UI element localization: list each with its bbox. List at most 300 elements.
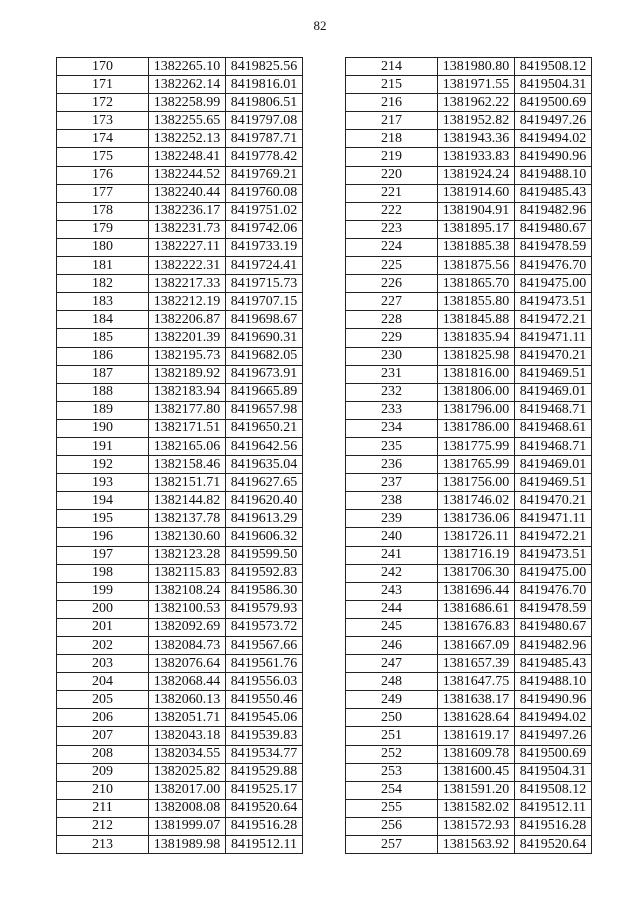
y-coordinate-cell: 8419494.02	[515, 130, 592, 148]
x-coordinate-cell: 1382017.00	[149, 781, 226, 799]
point-number-cell: 224	[346, 238, 438, 256]
table-row	[346, 257, 592, 275]
point-number-cell: 211	[57, 799, 149, 817]
x-coordinate-cell: 1382201.39	[149, 329, 226, 347]
x-coordinate-cell: 1381865.70	[438, 275, 515, 293]
y-coordinate-cell: 8419497.26	[515, 727, 592, 745]
y-coordinate-cell: 8419500.69	[515, 94, 592, 112]
x-coordinate-cell: 1382265.10	[149, 58, 226, 76]
y-coordinate-cell: 8419470.21	[515, 492, 592, 510]
table-row	[346, 148, 592, 166]
table-row	[346, 763, 592, 781]
point-number-cell: 235	[346, 437, 438, 455]
point-number-cell: 191	[57, 437, 149, 455]
x-coordinate-cell: 1381657.39	[438, 655, 515, 673]
table-row	[57, 94, 303, 112]
y-coordinate-cell: 8419469.51	[515, 365, 592, 383]
table-row	[346, 293, 592, 311]
x-coordinate-cell: 1382189.92	[149, 365, 226, 383]
y-coordinate-cell: 8419556.03	[226, 673, 303, 691]
table-row	[57, 618, 303, 636]
table-row	[57, 528, 303, 546]
x-coordinate-cell: 1382177.80	[149, 401, 226, 419]
x-coordinate-cell: 1382195.73	[149, 347, 226, 365]
table-row	[57, 437, 303, 455]
table-row	[346, 184, 592, 202]
y-coordinate-cell: 8419539.83	[226, 727, 303, 745]
table-row	[57, 58, 303, 76]
y-coordinate-cell: 8419525.17	[226, 781, 303, 799]
y-coordinate-cell: 8419586.30	[226, 582, 303, 600]
table-row	[346, 492, 592, 510]
table-row	[57, 329, 303, 347]
table-row	[57, 238, 303, 256]
point-number-cell: 207	[57, 727, 149, 745]
x-coordinate-cell: 1382222.31	[149, 257, 226, 275]
x-coordinate-cell: 1382051.71	[149, 709, 226, 727]
x-coordinate-cell: 1381706.30	[438, 564, 515, 582]
y-coordinate-cell: 8419579.93	[226, 600, 303, 618]
y-coordinate-cell: 8419473.51	[515, 293, 592, 311]
point-number-cell: 215	[346, 76, 438, 94]
table-row	[346, 58, 592, 76]
x-coordinate-cell: 1382262.14	[149, 76, 226, 94]
table-row	[346, 94, 592, 112]
table-row	[57, 401, 303, 419]
point-number-cell: 190	[57, 419, 149, 437]
x-coordinate-cell: 1382231.73	[149, 220, 226, 238]
x-coordinate-cell: 1382115.83	[149, 564, 226, 582]
table-row	[57, 799, 303, 817]
x-coordinate-cell: 1381667.09	[438, 637, 515, 655]
table-row	[346, 365, 592, 383]
table-row	[346, 727, 592, 745]
point-number-cell: 217	[346, 112, 438, 130]
x-coordinate-cell: 1381999.07	[149, 817, 226, 835]
table-row	[346, 383, 592, 401]
x-coordinate-cell: 1382060.13	[149, 691, 226, 709]
point-number-cell: 233	[346, 401, 438, 419]
point-number-cell: 210	[57, 781, 149, 799]
y-coordinate-cell: 8419508.12	[515, 58, 592, 76]
table-row	[346, 546, 592, 564]
y-coordinate-cell: 8419529.88	[226, 763, 303, 781]
table-row	[346, 799, 592, 817]
point-number-cell: 242	[346, 564, 438, 582]
x-coordinate-cell: 1381924.24	[438, 166, 515, 184]
x-coordinate-cell: 1381628.64	[438, 709, 515, 727]
table-row	[57, 600, 303, 618]
y-coordinate-cell: 8419573.72	[226, 618, 303, 636]
point-number-cell: 214	[346, 58, 438, 76]
y-coordinate-cell: 8419592.83	[226, 564, 303, 582]
table-row	[57, 817, 303, 835]
point-number-cell: 182	[57, 275, 149, 293]
point-number-cell: 255	[346, 799, 438, 817]
point-number-cell: 189	[57, 401, 149, 419]
y-coordinate-cell: 8419690.31	[226, 329, 303, 347]
y-coordinate-cell: 8419516.28	[515, 817, 592, 835]
table-row	[346, 275, 592, 293]
y-coordinate-cell: 8419650.21	[226, 419, 303, 437]
point-number-cell: 243	[346, 582, 438, 600]
y-coordinate-cell: 8419742.06	[226, 220, 303, 238]
x-coordinate-cell: 1381647.75	[438, 673, 515, 691]
point-number-cell: 205	[57, 691, 149, 709]
y-coordinate-cell: 8419599.50	[226, 546, 303, 564]
x-coordinate-cell: 1381765.99	[438, 456, 515, 474]
point-number-cell: 183	[57, 293, 149, 311]
y-coordinate-cell: 8419488.10	[515, 673, 592, 691]
table-row	[346, 709, 592, 727]
coordinates-table-left-body	[57, 58, 303, 854]
x-coordinate-cell: 1381943.36	[438, 130, 515, 148]
table-row	[57, 383, 303, 401]
table-row	[346, 745, 592, 763]
table-row	[346, 166, 592, 184]
point-number-cell: 200	[57, 600, 149, 618]
y-coordinate-cell: 8419797.08	[226, 112, 303, 130]
x-coordinate-cell: 1382068.44	[149, 673, 226, 691]
table-row	[346, 781, 592, 799]
point-number-cell: 181	[57, 257, 149, 275]
point-number-cell: 219	[346, 148, 438, 166]
table-row	[346, 311, 592, 329]
table-row	[346, 817, 592, 835]
point-number-cell: 187	[57, 365, 149, 383]
table-row	[346, 419, 592, 437]
x-coordinate-cell: 1382183.94	[149, 383, 226, 401]
point-number-cell: 188	[57, 383, 149, 401]
x-coordinate-cell: 1381845.88	[438, 311, 515, 329]
table-row	[346, 76, 592, 94]
x-coordinate-cell: 1382084.73	[149, 637, 226, 655]
x-coordinate-cell: 1381600.45	[438, 763, 515, 781]
x-coordinate-cell: 1381952.82	[438, 112, 515, 130]
y-coordinate-cell: 8419673.91	[226, 365, 303, 383]
y-coordinate-cell: 8419482.96	[515, 637, 592, 655]
point-number-cell: 240	[346, 528, 438, 546]
x-coordinate-cell: 1382123.28	[149, 546, 226, 564]
x-coordinate-cell: 1381572.93	[438, 817, 515, 835]
x-coordinate-cell: 1381914.60	[438, 184, 515, 202]
point-number-cell: 203	[57, 655, 149, 673]
table-row	[57, 184, 303, 202]
table-row	[346, 618, 592, 636]
point-number-cell: 239	[346, 510, 438, 528]
table-row	[346, 528, 592, 546]
y-coordinate-cell: 8419760.08	[226, 184, 303, 202]
x-coordinate-cell: 1382171.51	[149, 419, 226, 437]
y-coordinate-cell: 8419500.69	[515, 745, 592, 763]
point-number-cell: 238	[346, 492, 438, 510]
point-number-cell: 226	[346, 275, 438, 293]
table-row	[346, 691, 592, 709]
table-row	[57, 275, 303, 293]
table-row	[346, 655, 592, 673]
point-number-cell: 208	[57, 745, 149, 763]
y-coordinate-cell: 8419550.46	[226, 691, 303, 709]
y-coordinate-cell: 8419606.32	[226, 528, 303, 546]
table-row	[57, 419, 303, 437]
point-number-cell: 206	[57, 709, 149, 727]
y-coordinate-cell: 8419485.43	[515, 655, 592, 673]
coordinates-table-right	[345, 57, 592, 854]
x-coordinate-cell: 1381855.80	[438, 293, 515, 311]
point-number-cell: 186	[57, 347, 149, 365]
table-row	[57, 474, 303, 492]
x-coordinate-cell: 1381904.91	[438, 202, 515, 220]
table-row	[57, 148, 303, 166]
y-coordinate-cell: 8419485.43	[515, 184, 592, 202]
x-coordinate-cell: 1382236.17	[149, 202, 226, 220]
y-coordinate-cell: 8419490.96	[515, 148, 592, 166]
point-number-cell: 225	[346, 257, 438, 275]
y-coordinate-cell: 8419480.67	[515, 618, 592, 636]
point-number-cell: 202	[57, 637, 149, 655]
table-row	[346, 510, 592, 528]
point-number-cell: 204	[57, 673, 149, 691]
y-coordinate-cell: 8419516.28	[226, 817, 303, 835]
point-number-cell: 171	[57, 76, 149, 94]
x-coordinate-cell: 1382206.87	[149, 311, 226, 329]
point-number-cell: 248	[346, 673, 438, 691]
y-coordinate-cell: 8419545.06	[226, 709, 303, 727]
table-row	[57, 347, 303, 365]
table-row	[57, 365, 303, 383]
point-number-cell: 198	[57, 564, 149, 582]
y-coordinate-cell: 8419561.76	[226, 655, 303, 673]
y-coordinate-cell: 8419534.77	[226, 745, 303, 763]
point-number-cell: 201	[57, 618, 149, 636]
y-coordinate-cell: 8419478.59	[515, 238, 592, 256]
point-number-cell: 254	[346, 781, 438, 799]
y-coordinate-cell: 8419825.56	[226, 58, 303, 76]
x-coordinate-cell: 1382076.64	[149, 655, 226, 673]
point-number-cell: 172	[57, 94, 149, 112]
y-coordinate-cell: 8419627.65	[226, 474, 303, 492]
point-number-cell: 227	[346, 293, 438, 311]
y-coordinate-cell: 8419469.01	[515, 383, 592, 401]
x-coordinate-cell: 1381806.00	[438, 383, 515, 401]
y-coordinate-cell: 8419472.21	[515, 311, 592, 329]
point-number-cell: 218	[346, 130, 438, 148]
x-coordinate-cell: 1382158.46	[149, 456, 226, 474]
table-row	[346, 238, 592, 256]
point-number-cell: 247	[346, 655, 438, 673]
point-number-cell: 194	[57, 492, 149, 510]
point-number-cell: 228	[346, 311, 438, 329]
y-coordinate-cell: 8419504.31	[515, 76, 592, 94]
y-coordinate-cell: 8419707.15	[226, 293, 303, 311]
table-row	[57, 691, 303, 709]
point-number-cell: 176	[57, 166, 149, 184]
y-coordinate-cell: 8419642.56	[226, 437, 303, 455]
y-coordinate-cell: 8419469.01	[515, 456, 592, 474]
table-row	[57, 836, 303, 854]
x-coordinate-cell: 1382130.60	[149, 528, 226, 546]
point-number-cell: 209	[57, 763, 149, 781]
table-row	[57, 166, 303, 184]
point-number-cell: 236	[346, 456, 438, 474]
table-row	[346, 130, 592, 148]
y-coordinate-cell: 8419778.42	[226, 148, 303, 166]
table-row	[346, 456, 592, 474]
table-row	[57, 582, 303, 600]
point-number-cell: 185	[57, 329, 149, 347]
table-row	[346, 329, 592, 347]
x-coordinate-cell: 1381638.17	[438, 691, 515, 709]
point-number-cell: 241	[346, 546, 438, 564]
x-coordinate-cell: 1382258.99	[149, 94, 226, 112]
x-coordinate-cell: 1382217.33	[149, 275, 226, 293]
table-row	[346, 836, 592, 854]
point-number-cell: 173	[57, 112, 149, 130]
y-coordinate-cell: 8419715.73	[226, 275, 303, 293]
x-coordinate-cell: 1382034.55	[149, 745, 226, 763]
x-coordinate-cell: 1382043.18	[149, 727, 226, 745]
y-coordinate-cell: 8419520.64	[515, 836, 592, 854]
point-number-cell: 230	[346, 347, 438, 365]
x-coordinate-cell: 1381989.98	[149, 836, 226, 854]
point-number-cell: 212	[57, 817, 149, 835]
x-coordinate-cell: 1381696.44	[438, 582, 515, 600]
x-coordinate-cell: 1382248.41	[149, 148, 226, 166]
table-row	[57, 673, 303, 691]
y-coordinate-cell: 8419475.00	[515, 275, 592, 293]
point-number-cell: 245	[346, 618, 438, 636]
table-row	[57, 492, 303, 510]
x-coordinate-cell: 1381816.00	[438, 365, 515, 383]
table-row	[57, 112, 303, 130]
point-number-cell: 232	[346, 383, 438, 401]
point-number-cell: 170	[57, 58, 149, 76]
table-row	[57, 781, 303, 799]
y-coordinate-cell: 8419476.70	[515, 257, 592, 275]
y-coordinate-cell: 8419475.00	[515, 564, 592, 582]
table-row	[57, 637, 303, 655]
x-coordinate-cell: 1381609.78	[438, 745, 515, 763]
y-coordinate-cell: 8419478.59	[515, 600, 592, 618]
y-coordinate-cell: 8419806.51	[226, 94, 303, 112]
y-coordinate-cell: 8419476.70	[515, 582, 592, 600]
x-coordinate-cell: 1382151.71	[149, 474, 226, 492]
x-coordinate-cell: 1381875.56	[438, 257, 515, 275]
table-row	[57, 293, 303, 311]
coordinates-table-left	[56, 57, 303, 854]
point-number-cell: 197	[57, 546, 149, 564]
point-number-cell: 223	[346, 220, 438, 238]
point-number-cell: 252	[346, 745, 438, 763]
y-coordinate-cell: 8419787.71	[226, 130, 303, 148]
y-coordinate-cell: 8419698.67	[226, 311, 303, 329]
table-row	[346, 564, 592, 582]
point-number-cell: 193	[57, 474, 149, 492]
table-row	[346, 437, 592, 455]
x-coordinate-cell: 1382244.52	[149, 166, 226, 184]
x-coordinate-cell: 1381786.00	[438, 419, 515, 437]
y-coordinate-cell: 8419482.96	[515, 202, 592, 220]
x-coordinate-cell: 1381825.98	[438, 347, 515, 365]
table-row	[57, 709, 303, 727]
x-coordinate-cell: 1382008.08	[149, 799, 226, 817]
x-coordinate-cell: 1381835.94	[438, 329, 515, 347]
table-row	[57, 564, 303, 582]
table-row	[57, 257, 303, 275]
y-coordinate-cell: 8419471.11	[515, 510, 592, 528]
point-number-cell: 213	[57, 836, 149, 854]
x-coordinate-cell: 1381756.00	[438, 474, 515, 492]
table-row	[346, 600, 592, 618]
x-coordinate-cell: 1381619.17	[438, 727, 515, 745]
point-number-cell: 231	[346, 365, 438, 383]
table-row	[346, 673, 592, 691]
x-coordinate-cell: 1382252.13	[149, 130, 226, 148]
y-coordinate-cell: 8419469.51	[515, 474, 592, 492]
y-coordinate-cell: 8419724.41	[226, 257, 303, 275]
y-coordinate-cell: 8419490.96	[515, 691, 592, 709]
x-coordinate-cell: 1381775.99	[438, 437, 515, 455]
y-coordinate-cell: 8419471.11	[515, 329, 592, 347]
table-row	[57, 130, 303, 148]
table-row	[57, 76, 303, 94]
table-row	[57, 202, 303, 220]
point-number-cell: 179	[57, 220, 149, 238]
table-row	[57, 727, 303, 745]
point-number-cell: 222	[346, 202, 438, 220]
table-row	[346, 582, 592, 600]
point-number-cell: 237	[346, 474, 438, 492]
y-coordinate-cell: 8419480.67	[515, 220, 592, 238]
page-number: 82	[313, 18, 327, 33]
x-coordinate-cell: 1382025.82	[149, 763, 226, 781]
y-coordinate-cell: 8419769.21	[226, 166, 303, 184]
y-coordinate-cell: 8419733.19	[226, 238, 303, 256]
x-coordinate-cell: 1381933.83	[438, 148, 515, 166]
y-coordinate-cell: 8419613.29	[226, 510, 303, 528]
x-coordinate-cell: 1381563.92	[438, 836, 515, 854]
y-coordinate-cell: 8419512.11	[515, 799, 592, 817]
y-coordinate-cell: 8419635.04	[226, 456, 303, 474]
y-coordinate-cell: 8419620.40	[226, 492, 303, 510]
x-coordinate-cell: 1382240.44	[149, 184, 226, 202]
y-coordinate-cell: 8419468.71	[515, 401, 592, 419]
point-number-cell: 244	[346, 600, 438, 618]
point-number-cell: 180	[57, 238, 149, 256]
x-coordinate-cell: 1381726.11	[438, 528, 515, 546]
y-coordinate-cell: 8419504.31	[515, 763, 592, 781]
y-coordinate-cell: 8419567.66	[226, 637, 303, 655]
table-row	[346, 474, 592, 492]
y-coordinate-cell: 8419508.12	[515, 781, 592, 799]
point-number-cell: 178	[57, 202, 149, 220]
x-coordinate-cell: 1382092.69	[149, 618, 226, 636]
point-number-cell: 184	[57, 311, 149, 329]
table-row	[57, 763, 303, 781]
y-coordinate-cell: 8419657.98	[226, 401, 303, 419]
table-row	[346, 202, 592, 220]
point-number-cell: 216	[346, 94, 438, 112]
point-number-cell: 174	[57, 130, 149, 148]
y-coordinate-cell: 8419816.01	[226, 76, 303, 94]
x-coordinate-cell: 1381582.02	[438, 799, 515, 817]
point-number-cell: 256	[346, 817, 438, 835]
coordinates-table-right-body	[346, 58, 592, 854]
x-coordinate-cell: 1381736.06	[438, 510, 515, 528]
table-row	[57, 311, 303, 329]
x-coordinate-cell: 1382255.65	[149, 112, 226, 130]
point-number-cell: 177	[57, 184, 149, 202]
